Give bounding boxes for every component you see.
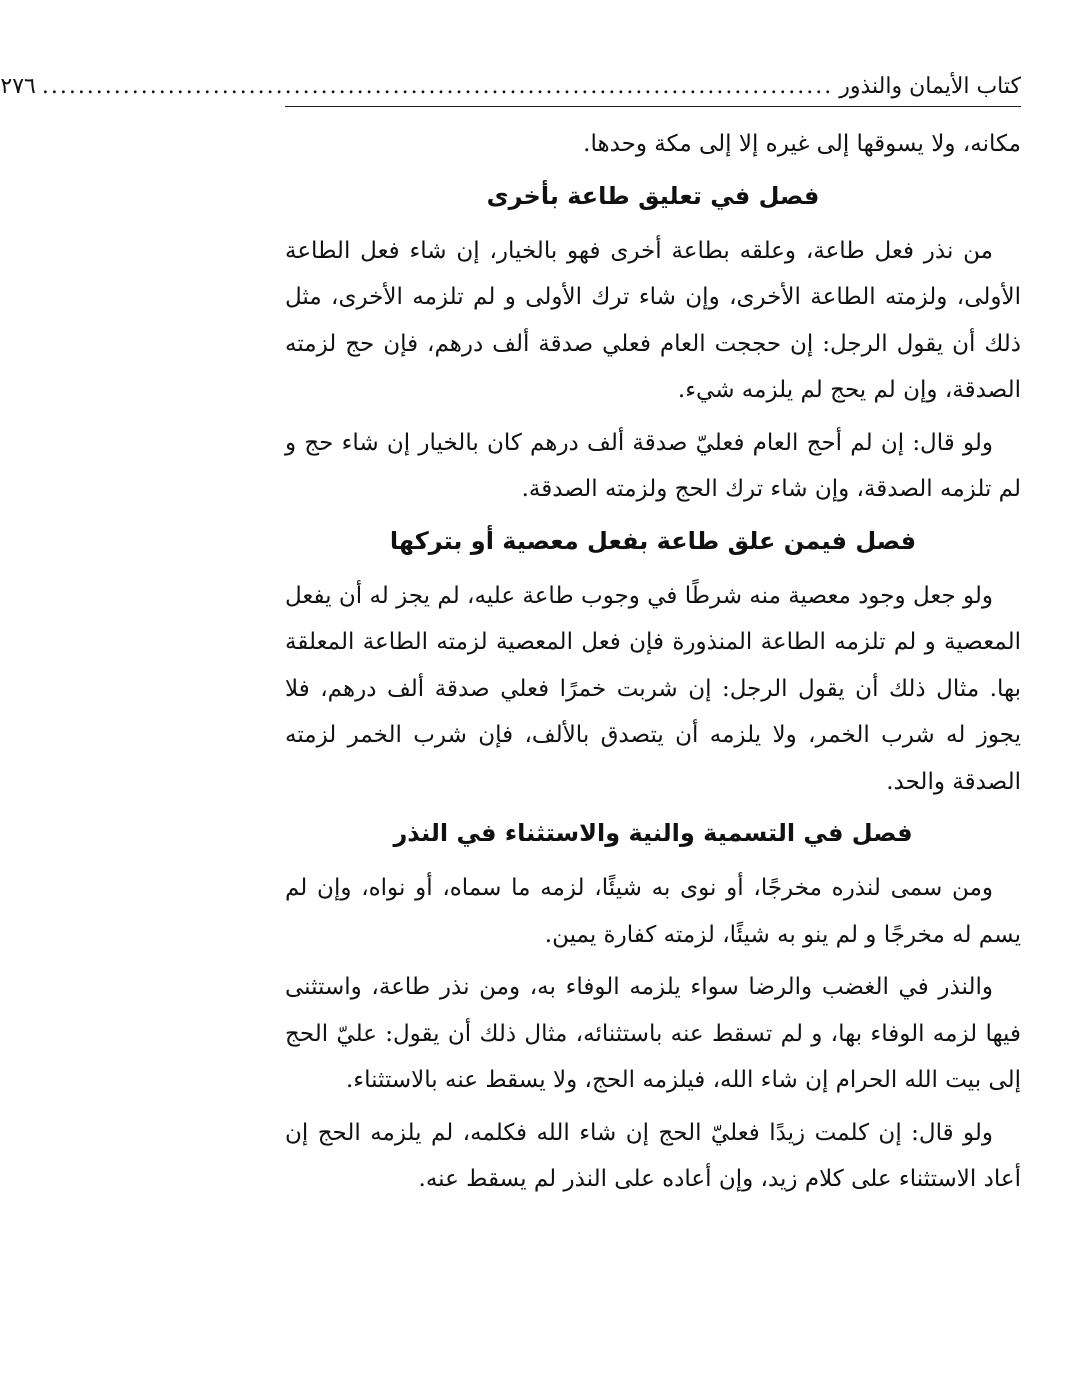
- running-header: [0, 72, 1021, 107]
- body-paragraph: ومن سمى لنذره مخرجًا، أو نوى به شيئًا، لزمه ما سماه، أو نواه، وإن لم يسم له مخرجًا و لم ينو به شيئًا، لزمته كفارة يمين.: [285, 875, 1021, 948]
- section-heading: فصل فيمن علق طاعة بفعل معصية أو بتركها: [389, 526, 917, 555]
- body-paragraph: ولو جعل وجود معصية منه شرطًا في وجوب طاعة عليه، لم يجز له أن يفعل المعصية و لم تلزمه الطاعة المنذورة فإن فعل المعصية لزمته الطاعة المعلقة بها. مثال ذلك أن يقول الرجل: إن شربت خمرًا فعلي صدقة ألف درهم، فلا يجوز له شرب الخمر، ولا يلزمه أن يتصدق بالألف، فإن شرب الخمر لزمته الصدقة والحد.: [285, 582, 1021, 795]
- section-heading: فصل في تعليق طاعة بأخرى: [486, 181, 820, 210]
- intro-paragraph: مكانه، ولا يسوقها إلى غيره إلا إلى مكة وحدها.: [583, 131, 1021, 157]
- page-number: ٢٧٦: [0, 74, 36, 99]
- section-heading: فصل في التسمية والنية والاستثناء في النذر: [393, 819, 913, 847]
- body-paragraph: والنذر في الغضب والرضا سواء يلزمه الوفاء به، ومن نذر طاعة، واستثنى فيها لزمه الوفاء بها، و لم تسقط عنه باستثنائه، مثال ذلك أن يقول: عليّ الحج إلى بيت الله الحرام إن شاء الله، فيلزمه الحج، ولا يسقط عنه بالاستثناء.: [285, 974, 1021, 1093]
- header-book-title: كتاب الأيمان والنذور: [839, 74, 1021, 99]
- body-paragraph: من نذر فعل طاعة، وعلقه بطاعة أخرى فهو بالخيار، إن شاء فعل الطاعة الأولى، ولزمته الطاعة الأخرى، وإن شاء ترك الأولى و لم تلزمه الأخرى، مثل ذلك أن يقول الرجل: إن حججت العام فعلي صدقة ألف درهم، فإن حج لزمته الصدقة، وإن لم يحج لم يلزمه شيء.: [285, 237, 1021, 403]
- body-paragraph: ولو قال: إن كلمت زيدًا فعليّ الحج إن شاء الله فكلمه، لم يلزمه الحج إن أعاد الاستثناء على كلام زيد، وإن أعاده على النذر لم يسقط عنه.: [285, 1119, 1021, 1192]
- header-dot-leader: ........................................................................................: [41, 74, 834, 99]
- body-paragraph: ولو قال: إن لم أحج العام فعليّ صدقة ألف درهم كان بالخيار إن شاء حج و لم تلزمه الصدقة، وإن شاء ترك الحج ولزمته الصدقة.: [285, 429, 1021, 502]
